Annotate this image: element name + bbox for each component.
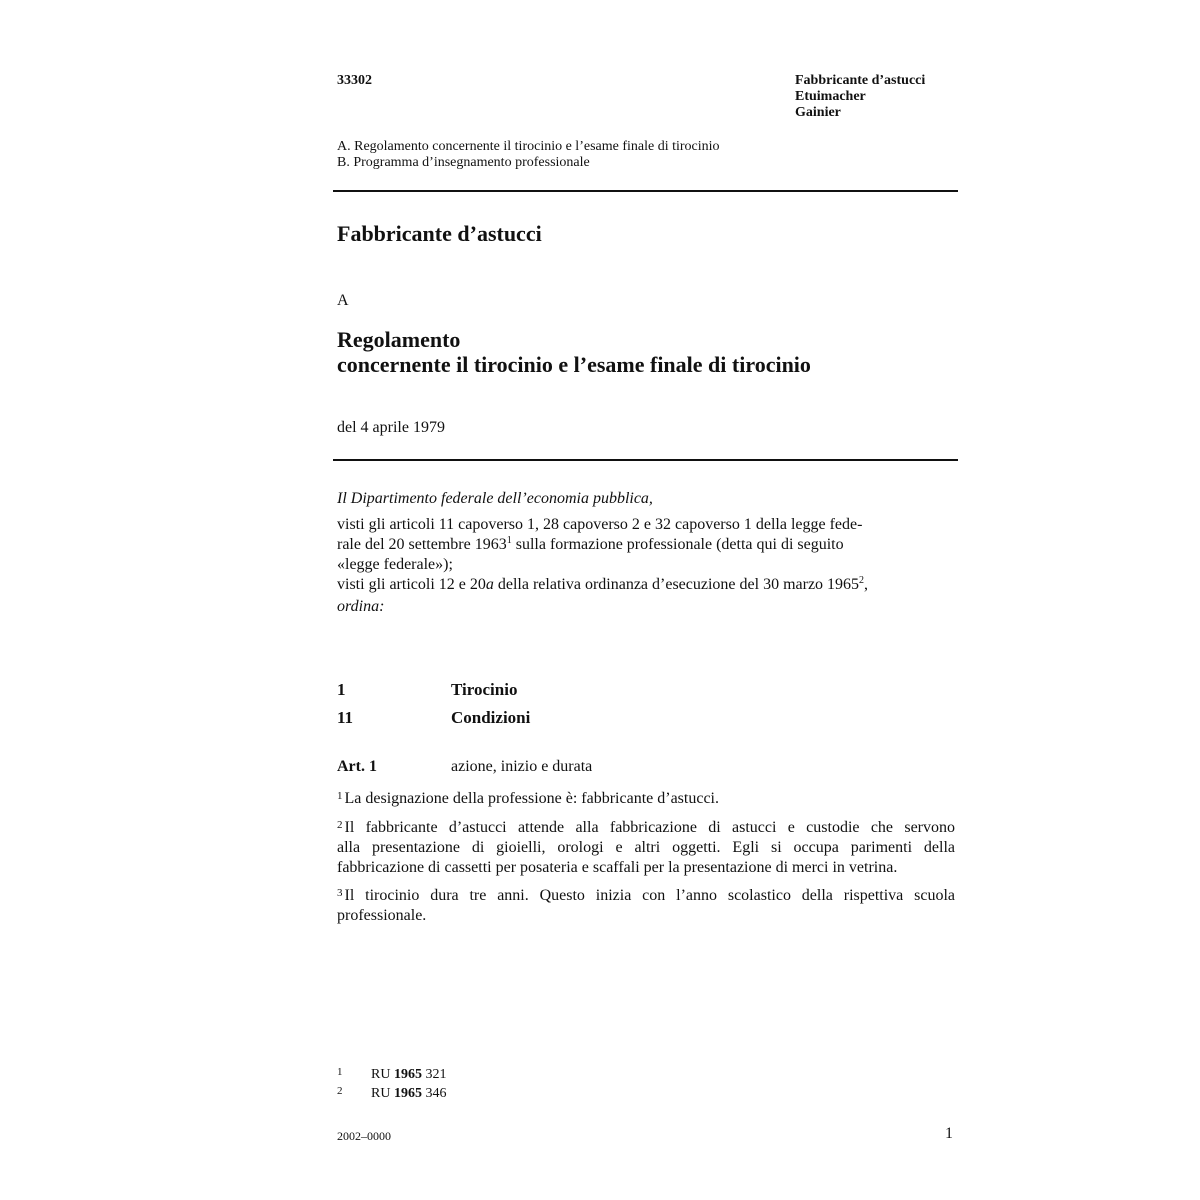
paragraph-number-2: 2: [337, 819, 343, 831]
preamble: [337, 489, 957, 617]
footnote-2-number: 2: [337, 1085, 343, 1097]
paragraph-2-line-3: fabbricazione di cassetti per posateria e scaffali per la presentazione di merci in vetrina.: [337, 859, 898, 876]
regulation-title: [337, 327, 811, 377]
footnote-1-year: 1965: [393, 1067, 422, 1082]
paragraph-3-line-2: professionale.: [337, 907, 427, 924]
preamble-line-4-mid: della relativa ordinanza d’esecuzione del 30 marzo 1965: [493, 576, 860, 593]
footnote-2: [337, 1083, 446, 1102]
preamble-line-1: visti gli articoli 11 capoverso 1, 28 capoverso 2 e 32 capoverso 1 della legge fede-: [337, 516, 863, 533]
preamble-line-4: [337, 575, 957, 595]
contents-list: [337, 139, 720, 171]
preamble-line-4-italic: a: [485, 576, 494, 593]
paragraph-1-text: La designazione della professione è: fabbricante d’astucci.: [344, 790, 719, 807]
section-letter: A: [337, 292, 349, 309]
preamble-ordina: ordina:: [337, 598, 385, 615]
regulation-date: del 4 aprile 1979: [337, 419, 445, 436]
paragraph-3-line-1: Il tirocinio dura tre anni. Questo inizia con l’anno scolastico della rispettiva scuola: [344, 887, 955, 904]
preamble-line-4-end: ,: [864, 576, 869, 593]
divider-middle: [333, 459, 958, 461]
preamble-authority: Il Dipartimento federale dell’economia pubblica,: [337, 490, 653, 507]
profession-name-german: Etuimacher: [795, 89, 866, 104]
contents-item-b: B. Programma d’insegnamento professionale: [337, 155, 590, 170]
article-paragraph-3: [337, 883, 955, 926]
footnote-2-prefix: RU: [371, 1086, 394, 1101]
footnotes: [337, 1064, 446, 1102]
preamble-line-2-end: sulla formazione professionale (detta qui di seguito: [511, 536, 844, 553]
preamble-line-2-start: rale del 20 settembre 1963: [337, 536, 507, 553]
contents-item-a: A. Regolamento concernente il tirocinio e l’esame finale di tirocinio: [337, 139, 720, 154]
page-number: 1: [945, 1125, 953, 1142]
regulation-title-line1: Regolamento: [337, 327, 461, 352]
profession-name-italian: Fabbricante d’astucci: [795, 73, 926, 88]
footnote-1: [337, 1064, 446, 1083]
section-number-11: 11: [337, 708, 354, 727]
footnote-ref-1[interactable]: 1: [506, 535, 512, 546]
article-paragraph-2: [337, 815, 955, 878]
profession-names: [795, 73, 925, 121]
footer-code: 2002–0000: [337, 1129, 391, 1143]
footnote-1-number: 1: [337, 1066, 343, 1078]
preamble-line-2: [337, 535, 957, 555]
paragraph-number-3: 3: [337, 887, 343, 899]
paragraph-2-line-2: alla presentazione di gioielli, orologi e altri oggetti. Egli si occupa parimenti della: [337, 839, 955, 856]
article-label: Art. 1: [337, 758, 377, 775]
footnote-1-prefix: RU: [371, 1067, 394, 1082]
footnote-ref-2[interactable]: 2: [859, 575, 865, 586]
document-number: 33302: [337, 73, 372, 88]
footnote-2-page: 346: [421, 1086, 447, 1101]
section-title-1: Tirocinio: [451, 680, 518, 699]
preamble-line-3: «legge federale»);: [337, 556, 453, 573]
regulation-title-line2: concernente il tirocinio e l’esame finale di tirocinio: [337, 352, 811, 377]
article-title: azione, inizio e durata: [451, 758, 593, 775]
paragraph-2-line-1: Il fabbricante d’astucci attende alla fabbricazione di astucci e custodie che servono: [344, 819, 955, 836]
article-paragraph-1: [337, 786, 955, 809]
divider-top: [333, 190, 958, 192]
document-title: Fabbricante d’astucci: [337, 221, 542, 246]
footnote-2-year: 1965: [393, 1086, 422, 1101]
profession-name-french: Gainier: [795, 105, 841, 120]
section-number-1: 1: [337, 680, 346, 699]
paragraph-number-1: 1: [337, 790, 343, 802]
preamble-line-4-start: visti gli articoli 12 e 20: [337, 576, 486, 593]
footnote-1-page: 321: [421, 1067, 447, 1082]
section-title-11: Condizioni: [451, 708, 531, 727]
